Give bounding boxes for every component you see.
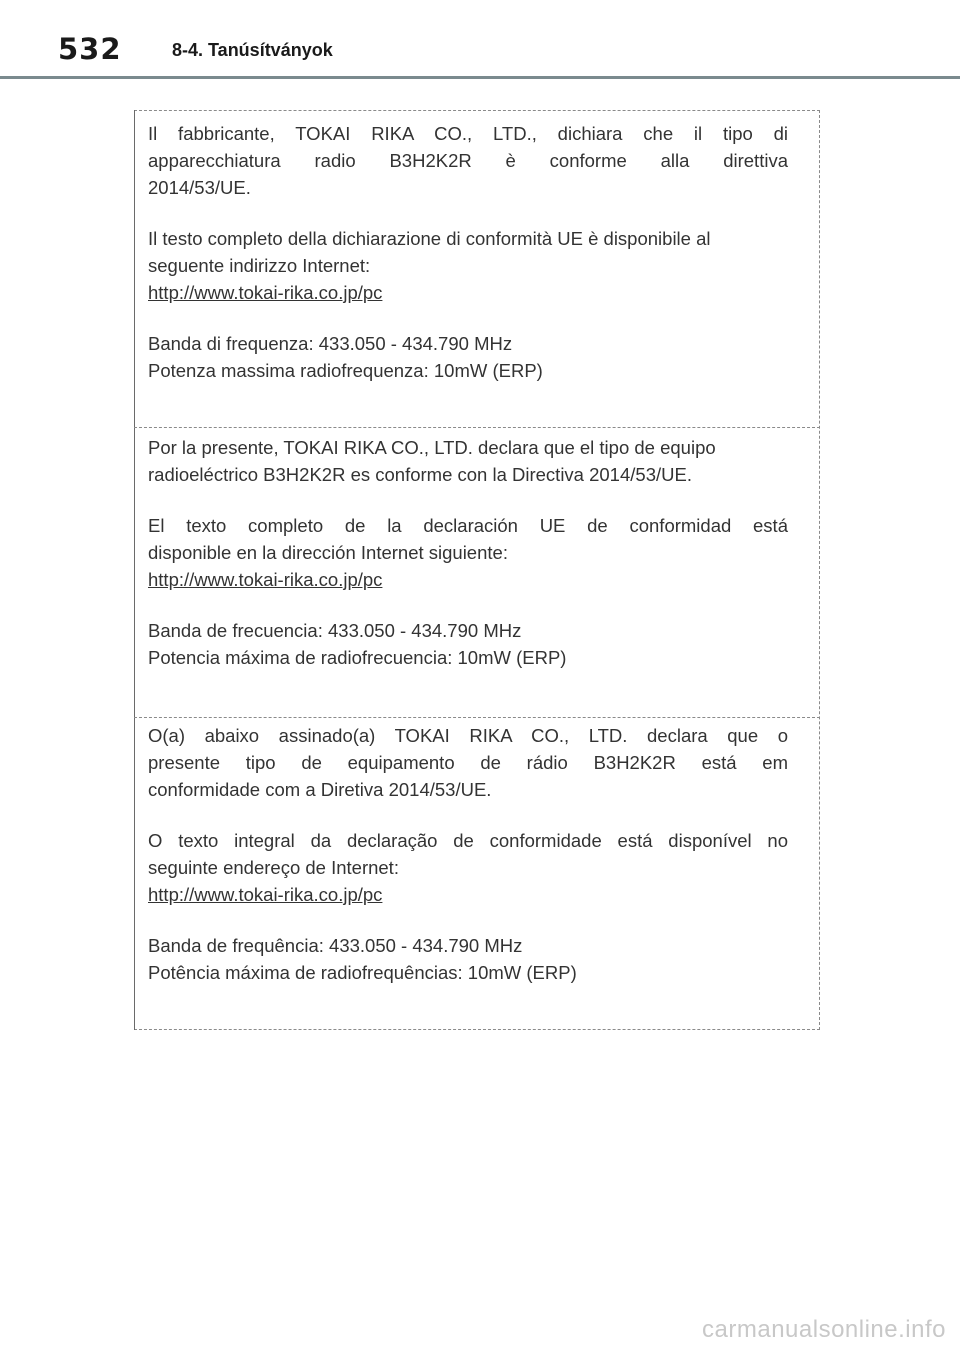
spanish-frequency-band: Banda de frecuencia: 433.050 - 434.790 MHz: [148, 620, 522, 641]
spanish-decl-line2: radioeléctrico B3H2K2R es conforme con la Directiva 2014/53/UE.: [148, 464, 692, 485]
italian-frequency-band: Banda di frequenza: 433.050 - 434.790 MHz: [148, 333, 513, 354]
portuguese-decl-line3: conformidade com a Diretiva 2014/53/UE.: [148, 779, 492, 800]
spanish-decl-line1: Por la presente, TOKAI RIKA CO., LTD. declara que el tipo de equipo: [148, 437, 716, 458]
portuguese-max-power: Potência máxima de radiofrequências: 10mW (ERP): [148, 962, 577, 983]
declaration-italian: [148, 120, 788, 384]
watermark: carmanualsonline.info: [702, 1316, 946, 1343]
declaration-portuguese: [148, 722, 788, 986]
section-divider: [134, 427, 820, 428]
portuguese-decl-line2: presente tipo de equipamento de rádio B3H2K2R está em: [148, 752, 788, 773]
section-title: 8-4. Tanúsítványok: [172, 40, 333, 60]
italian-url-link[interactable]: http://www.tokai-rika.co.jp/pc: [148, 282, 383, 303]
section-divider: [134, 717, 820, 718]
declaration-spanish: [148, 434, 788, 671]
spanish-max-power: Potencia máxima de radiofrecuencia: 10mW (ERP): [148, 647, 567, 668]
page-header: [0, 0, 960, 80]
italian-decl-line1: Il fabbricante, TOKAI RIKA CO., LTD., dichiara che il tipo di: [148, 123, 788, 144]
portuguese-url-link[interactable]: http://www.tokai-rika.co.jp/pc: [148, 884, 383, 905]
italian-decl-line3: 2014/53/UE.: [148, 177, 251, 198]
portuguese-decl-line1: O(a) abaixo assinado(a) TOKAI RIKA CO., LTD. declara que o: [148, 725, 788, 746]
page-number: 532: [58, 32, 122, 66]
italian-text-line2: seguente indirizzo Internet:: [148, 255, 371, 276]
portuguese-text-line2: seguinte endereço de Internet:: [148, 857, 399, 878]
italian-text-line1: Il testo completo della dichiarazione di conformità UE è disponibile al: [148, 228, 711, 249]
spanish-text-line1: El texto completo de la declaración UE de conformidad está: [148, 515, 788, 536]
portuguese-text-line1: O texto integral da declaração de conformidade está disponível no: [148, 830, 788, 851]
italian-decl-line2: apparecchiatura radio B3H2K2R è conforme alla direttiva: [148, 150, 788, 171]
header-rule: [0, 76, 960, 79]
spanish-url-link[interactable]: http://www.tokai-rika.co.jp/pc: [148, 569, 383, 590]
portuguese-frequency-band: Banda de frequência: 433.050 - 434.790 MHz: [148, 935, 523, 956]
italian-max-power: Potenza massima radiofrequenza: 10mW (ERP): [148, 360, 543, 381]
spanish-text-line2: disponible en la dirección Internet siguiente:: [148, 542, 508, 563]
